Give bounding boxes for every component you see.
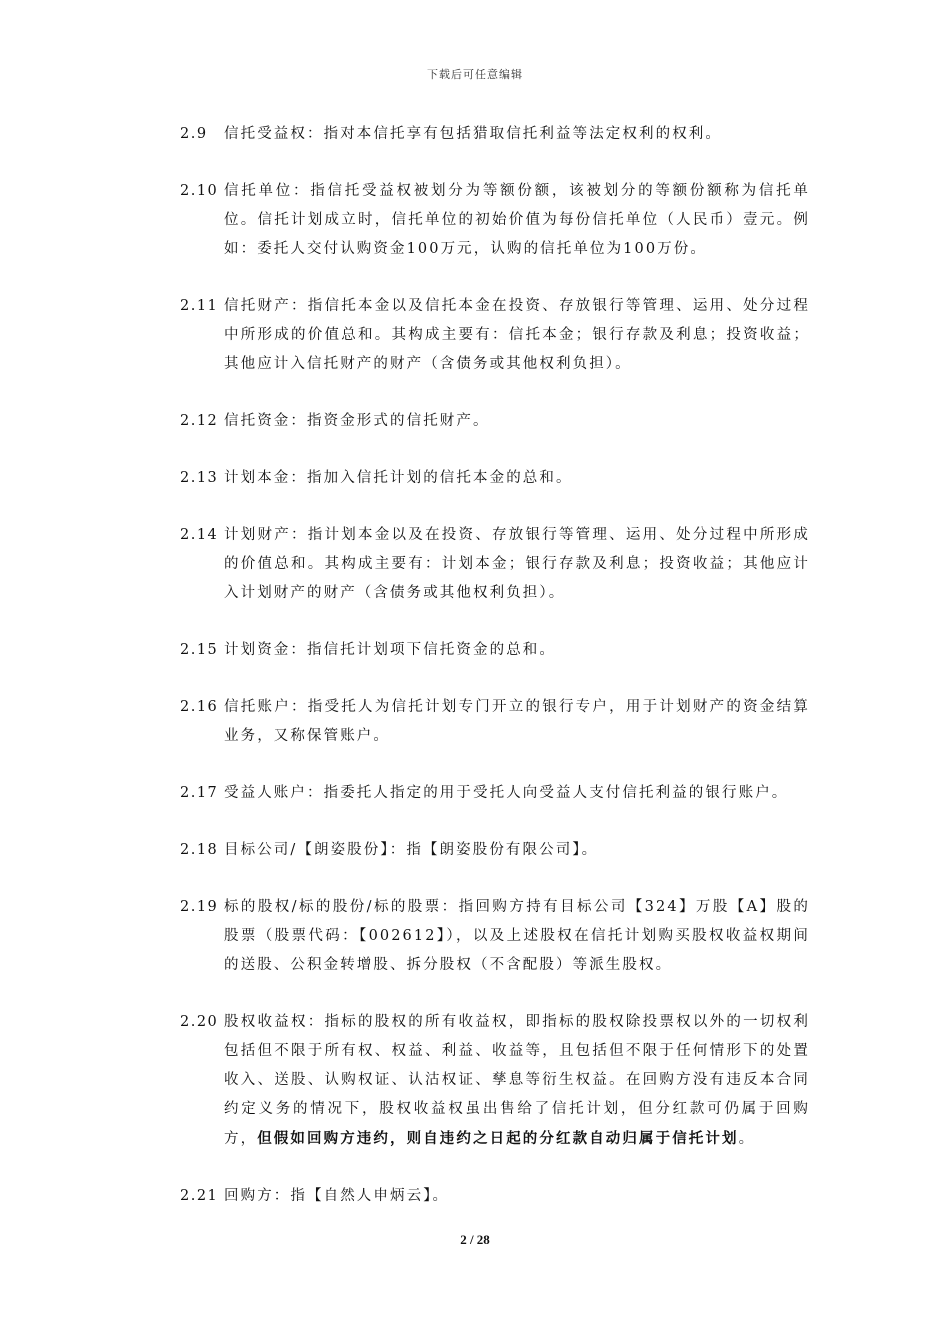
clause-text: 信托受益权：指对本信托享有包括猎取信托利益等法定权利的权利。 (224, 126, 722, 142)
clause-2-16 (180, 693, 810, 751)
clause-number: 2.15 (180, 642, 219, 658)
clause-2-14 (180, 521, 810, 608)
clause-2-19 (180, 893, 810, 980)
clause-text: 信托单位：指信托受益权被划分为等额份额，该被划分的等额份额称为信托单位。信托计划成立时，信托单位的初始价值为每份信托单位（人民币）壹元。例如：委托人交付认购资金100万元，认购的信托单位为100万份。 (224, 183, 810, 257)
clause-text: 计划资金：指信托计划项下信托资金的总和。 (224, 642, 556, 658)
clause-text: 信托财产：指信托本金以及信托本金在投资、存放银行等管理、运用、处分过程中所形成的价值总和。其构成主要有：信托本金；银行存款及利息；投资收益；其他应计入信托财产的财产（含债务或其他权利负担）。 (224, 298, 810, 372)
clause-text: 信托资金：指资金形式的信托财产。 (224, 413, 490, 429)
clause-number: 2.19 (180, 899, 219, 915)
clause-number: 2.10 (180, 183, 219, 199)
clause-2-12 (180, 407, 810, 436)
clause-number: 2.16 (180, 699, 219, 715)
clause-2-20 (180, 1008, 810, 1154)
page-number: 2 / 28 (460, 1232, 490, 1247)
clause-number: 2.17 (180, 785, 219, 801)
document-body (180, 120, 810, 1239)
clause-text: 计划财产：指计划本金以及在投资、存放银行等管理、运用、处分过程中所形成的价值总和。其构成主要有：计划本金；银行存款及利息；投资收益；其他应计入计划财产的财产（含债务或其他权利负担）。 (224, 527, 810, 601)
clause-number: 2.13 (180, 470, 219, 486)
page-header: 下载后可任意编辑 (427, 68, 523, 81)
clause-text: 目标公司/【朗姿股份】：指【朗姿股份有限公司】。 (224, 842, 599, 858)
clause-text-bold: 但假如回购方违约，则自违约之日起的分红款自动归属于信托计划 (257, 1130, 739, 1147)
clause-2-15 (180, 636, 810, 665)
clause-text: 计划本金：指加入信托计划的信托本金的总和。 (224, 470, 573, 486)
clause-number: 2.14 (180, 527, 219, 543)
clause-2-11 (180, 292, 810, 379)
clause-2-9 (180, 120, 810, 149)
clause-text-plain: 股权收益权：指标的股权的所有收益权，即指标的股权除投票权以外的一切权利包括但不限于所有权、权益、利益、收益等，且包括但不限于任何情形下的处置收入、送股、认购权证、认沽权证、孳息等衍生权益。在回购方没有违反本合同约定义务的情况下，股权收益权虽出售给了信托计划，但分红款可仍属于回购方， (224, 1014, 810, 1147)
clause-2-18 (180, 836, 810, 865)
clause-number: 2.18 (180, 842, 219, 858)
clause-text: 标的股权/标的股份/标的股票：指回购方持有目标公司【324】万股【A】股的股票（股票代码：【002612】），以及上述股权在信托计划购买股权收益权期间的送股、公积金转增股、拆分股权（不含配股）等派生股权。 (224, 899, 810, 973)
clause-number: 2.12 (180, 413, 219, 429)
clause-2-21 (180, 1182, 810, 1211)
clause-text: 受益人账户：指委托人指定的用于受托人向受益人支付信托利益的银行账户。 (224, 785, 789, 801)
clause-2-13 (180, 464, 810, 493)
clause-number: 2.21 (180, 1188, 219, 1204)
clause-number: 2.11 (180, 298, 219, 314)
clause-text (224, 1008, 810, 1154)
clause-2-10 (180, 177, 810, 264)
clause-2-17 (180, 779, 810, 808)
clause-number: 2.20 (180, 1014, 219, 1030)
clause-text: 信托账户：指受托人为信托计划专门开立的银行专户，用于计划财产的资金结算业务，又称保管账户。 (224, 699, 810, 744)
clause-text-tail: 。 (738, 1131, 756, 1147)
clause-number: 2.9 (180, 126, 208, 142)
clause-text: 回购方：指【自然人申炳云】。 (224, 1188, 450, 1204)
